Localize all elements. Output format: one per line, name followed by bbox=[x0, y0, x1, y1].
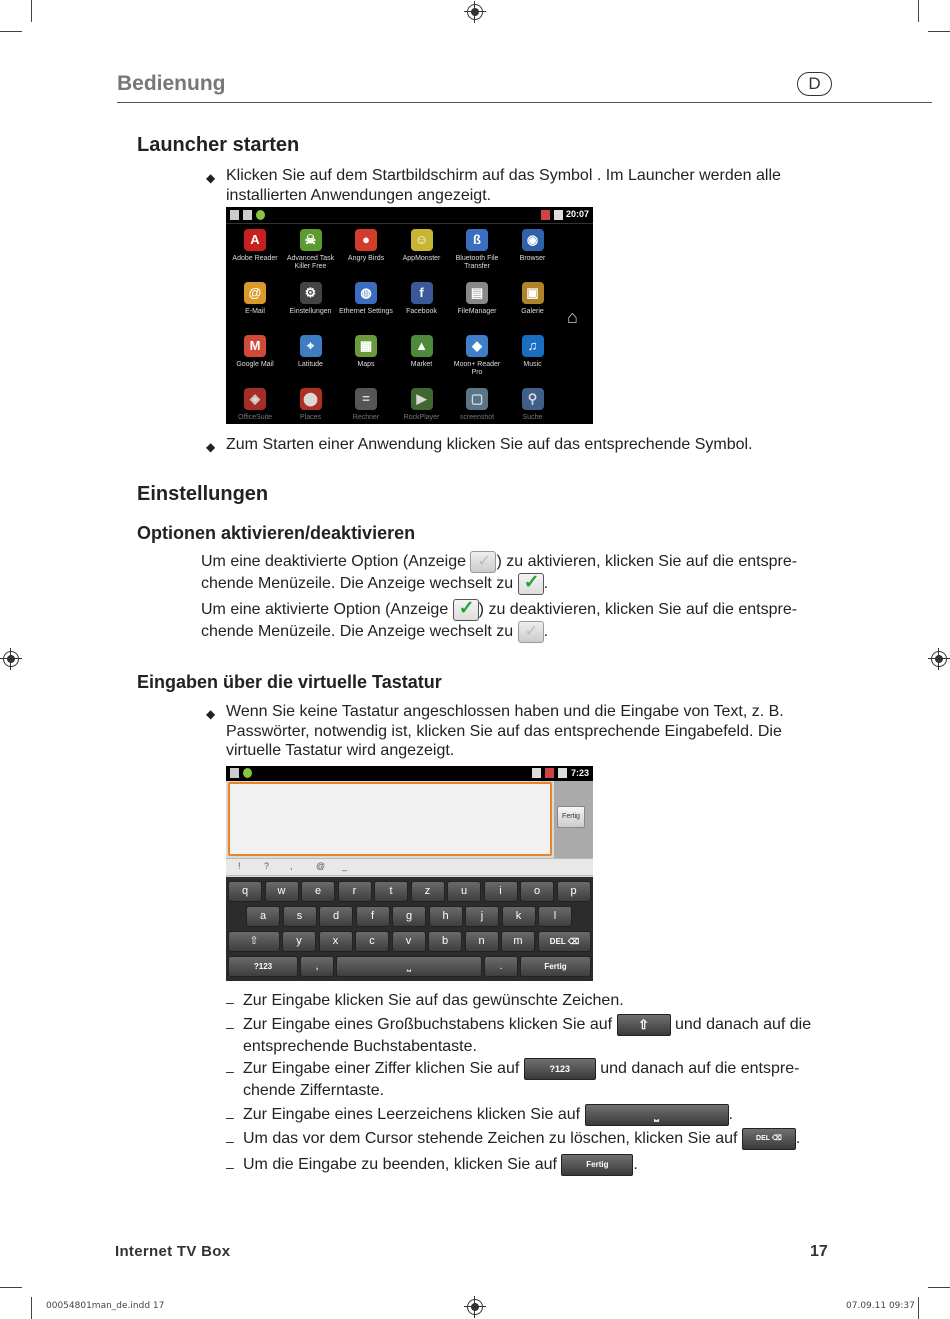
app-filemanager[interactable] bbox=[449, 282, 505, 316]
app-google-mail[interactable] bbox=[227, 335, 283, 369]
app-icon: f bbox=[411, 282, 433, 304]
app-label: Market bbox=[410, 361, 433, 368]
app-icon: M bbox=[244, 335, 266, 357]
options-paragraph-1: Um eine deaktivierte Option (Anzeige ✓) zu aktivieren, klicken Sie auf die entspre- chende Menüzeile. Die Anzeige wechselt zu ✓. bbox=[201, 551, 841, 595]
key-o[interactable]: o bbox=[520, 881, 554, 902]
symbol-key[interactable]: ?123 bbox=[228, 956, 298, 977]
keyboard-subheading: Eingaben über die virtuelle Tastatur bbox=[137, 672, 442, 692]
crop-mark bbox=[928, 31, 950, 32]
suggestion-item[interactable]: @ bbox=[316, 861, 326, 871]
app-moon-reader-pro[interactable] bbox=[449, 335, 505, 377]
app-icon: ◉ bbox=[522, 229, 544, 251]
checkbox-checked-icon bbox=[518, 573, 544, 595]
app-label: AppMonster bbox=[402, 255, 441, 262]
space-key[interactable]: ⎵ bbox=[336, 956, 482, 977]
app-label: Adobe Reader bbox=[232, 255, 278, 262]
status-time: 7:23 bbox=[570, 768, 589, 778]
crop-mark bbox=[0, 1287, 22, 1288]
key-l[interactable]: l bbox=[538, 906, 572, 927]
done-button-small[interactable]: Fertig bbox=[557, 806, 585, 828]
step-1: Zur Eingabe klicken Sie auf das gewünschte Zeichen. bbox=[243, 992, 624, 1009]
period-key[interactable]: . bbox=[484, 956, 518, 977]
app-label: FileManager bbox=[457, 308, 497, 315]
launcher-bullet-1: Klicken Sie auf dem Startbildschirm auf das Symbol . Im Launcher werden alle installierten Anwendungen angezeigt. bbox=[226, 167, 781, 204]
app-icon: ▶ bbox=[411, 388, 433, 410]
crop-mark bbox=[918, 1297, 919, 1319]
dash-marker: – bbox=[226, 1019, 234, 1035]
signal-icon bbox=[558, 768, 567, 778]
keyboard-bullet: Wenn Sie keine Tastatur angeschlossen haben und die Eingabe von Text, z. B. Passwörter, notwendig ist, klicken Sie auf das entsprechende Eingabefeld. Die virtuelle Tastatur wird angezeigt. bbox=[226, 703, 784, 759]
app-icon: ▣ bbox=[522, 282, 544, 304]
key-v[interactable]: v bbox=[392, 931, 426, 952]
app-e-mail[interactable] bbox=[227, 282, 283, 316]
app-bluetooth-file-transfer[interactable] bbox=[449, 229, 505, 271]
dash-marker: – bbox=[226, 1159, 234, 1175]
symbol-key-icon: ?123 bbox=[524, 1058, 596, 1080]
app-adobe-reader[interactable] bbox=[227, 229, 283, 263]
app-label: Latitude bbox=[298, 361, 323, 368]
key-f[interactable]: f bbox=[356, 906, 390, 927]
registration-mark-icon bbox=[3, 651, 19, 667]
home-icon[interactable]: ⌂ bbox=[567, 307, 578, 327]
bluetooth-icon bbox=[532, 768, 541, 778]
notification-icon bbox=[230, 768, 239, 778]
app-ethernet-settings[interactable] bbox=[338, 282, 394, 316]
comma-key[interactable]: , bbox=[300, 956, 334, 977]
app-icon: ☺ bbox=[411, 229, 433, 251]
app-label: Maps bbox=[357, 361, 375, 368]
suggestion-item[interactable]: _ bbox=[342, 861, 348, 871]
status-bar bbox=[226, 207, 593, 224]
app-label: Browser bbox=[519, 255, 546, 262]
bullet-diamond-icon: ◆ bbox=[206, 171, 216, 185]
key-p[interactable]: p bbox=[557, 881, 591, 902]
app-icon: ◆ bbox=[466, 335, 488, 357]
app-icon: ♫ bbox=[522, 335, 544, 357]
app-label: Google Mail bbox=[236, 361, 274, 368]
keyboard-keys bbox=[226, 877, 593, 981]
app-label: Galerie bbox=[521, 308, 544, 315]
bullet-diamond-icon: ◆ bbox=[206, 440, 216, 454]
key-j[interactable]: j bbox=[465, 906, 499, 927]
app-icon: ▦ bbox=[355, 335, 377, 357]
checkbox-checked-icon bbox=[453, 599, 479, 621]
key-z[interactable]: z bbox=[411, 881, 445, 902]
header-divider bbox=[117, 102, 932, 103]
suggestion-bar bbox=[226, 858, 593, 876]
suggestion-item[interactable]: ! bbox=[238, 861, 241, 871]
app-facebook[interactable] bbox=[394, 282, 450, 316]
app-icon: ● bbox=[355, 229, 377, 251]
app-icon: ◍ bbox=[355, 282, 377, 304]
app-places[interactable] bbox=[283, 388, 339, 422]
key-c[interactable]: c bbox=[355, 931, 389, 952]
key-x[interactable]: x bbox=[319, 931, 353, 952]
key-t[interactable]: t bbox=[374, 881, 408, 902]
network-icon bbox=[541, 210, 550, 220]
app-latitude[interactable] bbox=[283, 335, 339, 369]
key-n[interactable]: n bbox=[465, 931, 499, 952]
key-g[interactable]: g bbox=[392, 906, 426, 927]
app-label: OfficeSuite bbox=[237, 414, 273, 421]
android-icon bbox=[256, 210, 265, 220]
network-icon bbox=[545, 768, 554, 778]
app-label: Music bbox=[523, 361, 542, 368]
key-q[interactable]: q bbox=[228, 881, 262, 902]
text-input-field[interactable] bbox=[228, 782, 552, 856]
delete-key-icon: DEL ⌫ bbox=[742, 1128, 796, 1150]
notification-icon bbox=[243, 210, 252, 220]
app-icon: ⚲ bbox=[522, 388, 544, 410]
app-label: Einstellungen bbox=[289, 308, 332, 315]
key-y[interactable]: y bbox=[282, 931, 316, 952]
app-icon: ⬤ bbox=[300, 388, 322, 410]
page-number: 17 bbox=[810, 1243, 828, 1260]
android-icon bbox=[243, 768, 252, 778]
done-key-icon: Fertig bbox=[561, 1154, 633, 1176]
app-label: RockPlayer bbox=[403, 414, 440, 421]
app-icon: A bbox=[244, 229, 266, 251]
launcher-screenshot bbox=[226, 207, 593, 424]
app-label: E-Mail bbox=[245, 308, 265, 315]
dash-marker: – bbox=[226, 994, 234, 1010]
app-label: Facebook bbox=[406, 308, 437, 315]
language-badge: D bbox=[797, 72, 832, 96]
app-label: screenshot bbox=[459, 414, 495, 421]
settings-heading: Einstellungen bbox=[137, 483, 269, 505]
registration-mark-icon bbox=[467, 1299, 483, 1315]
app-icon: @ bbox=[244, 282, 266, 304]
app-einstellungen[interactable] bbox=[283, 282, 339, 316]
crop-mark bbox=[31, 0, 32, 22]
app-label: Advanced Task Killer Free bbox=[286, 255, 335, 270]
step-4: Zur Eingabe eines Leerzeichens klicken Sie auf ⎵ . bbox=[243, 1104, 843, 1126]
delete-key[interactable]: DEL ⌫ bbox=[538, 931, 591, 952]
key-i[interactable]: i bbox=[484, 881, 518, 902]
app-label: Suche bbox=[522, 414, 543, 421]
space-key-icon: ⎵ bbox=[585, 1104, 729, 1126]
checkbox-unchecked-icon bbox=[470, 551, 496, 573]
key-w[interactable]: w bbox=[265, 881, 299, 902]
app-rockplayer[interactable] bbox=[394, 388, 450, 422]
launcher-bullet-2: Zum Starten einer Anwendung klicken Sie auf das entsprechende Symbol. bbox=[226, 436, 753, 453]
app-advanced-task-killer-free[interactable] bbox=[283, 229, 339, 271]
step-6: Um die Eingabe zu beenden, klicken Sie auf Fertig . bbox=[243, 1154, 843, 1176]
slug-filename: 00054801man_de.indd 17 bbox=[46, 1301, 165, 1311]
step-2: Zur Eingabe eines Großbuchstabens klicken Sie auf ⇧ und danach auf die entsprechende Buchstabentaste. bbox=[243, 1014, 843, 1058]
app-icon: = bbox=[355, 388, 377, 410]
usb-icon bbox=[230, 210, 239, 220]
status-bar bbox=[226, 766, 593, 781]
bullet-diamond-icon: ◆ bbox=[206, 707, 216, 721]
dash-marker: – bbox=[226, 1063, 234, 1079]
crop-mark bbox=[31, 1297, 32, 1319]
dash-marker: – bbox=[226, 1133, 234, 1149]
key-d[interactable]: d bbox=[319, 906, 353, 927]
step-5: Um das vor dem Cursor stehende Zeichen zu löschen, klicken Sie auf DEL ⌫ . bbox=[243, 1128, 843, 1150]
registration-mark-icon bbox=[467, 4, 483, 20]
crop-mark bbox=[928, 1287, 950, 1288]
dash-marker: – bbox=[226, 1109, 234, 1125]
app-music[interactable] bbox=[505, 335, 561, 369]
key-h[interactable]: h bbox=[429, 906, 463, 927]
app-icon: ▤ bbox=[466, 282, 488, 304]
app-label: Bluetooth File Transfer bbox=[455, 255, 499, 270]
done-key[interactable]: Fertig bbox=[520, 956, 591, 977]
app-label: Rechner bbox=[352, 414, 380, 421]
suggestion-item[interactable]: ? bbox=[264, 861, 270, 871]
key-u[interactable]: u bbox=[447, 881, 481, 902]
section-header: Bedienung bbox=[117, 72, 226, 95]
key-r[interactable]: r bbox=[338, 881, 372, 902]
app-icon: ß bbox=[466, 229, 488, 251]
key-s[interactable]: s bbox=[283, 906, 317, 927]
suggestion-item[interactable]: , bbox=[290, 861, 293, 871]
status-time: 20:07 bbox=[565, 209, 589, 219]
key-m[interactable]: m bbox=[501, 931, 535, 952]
shift-key-icon: ⇧ bbox=[617, 1014, 671, 1036]
app-rechner[interactable] bbox=[338, 388, 394, 422]
app-officesuite[interactable] bbox=[227, 388, 283, 422]
footer-product: Internet TV Box bbox=[115, 1243, 231, 1260]
slug-date: 07.09.11 09:37 bbox=[846, 1301, 915, 1311]
crop-mark bbox=[0, 31, 22, 32]
app-icon: ▢ bbox=[466, 388, 488, 410]
app-label: Moon+ Reader Pro bbox=[453, 361, 501, 376]
options-paragraph-2: Um eine aktivierte Option (Anzeige ✓) zu deaktivieren, klicken Sie auf die entspre- chende Menüzeile. Die Anzeige wechselt zu ✓. bbox=[201, 599, 841, 643]
app-market[interactable] bbox=[394, 335, 450, 369]
app-icon: ⚙ bbox=[300, 282, 322, 304]
app-galerie[interactable] bbox=[505, 282, 561, 316]
app-suche[interactable] bbox=[505, 388, 561, 422]
app-icon: ⌖ bbox=[300, 335, 322, 357]
key-k[interactable]: k bbox=[502, 906, 536, 927]
app-browser[interactable] bbox=[505, 229, 561, 263]
registration-mark-icon bbox=[931, 651, 947, 667]
keyboard-screenshot bbox=[226, 766, 593, 981]
app-screenshot[interactable] bbox=[449, 388, 505, 422]
shift-key[interactable]: ⇧ bbox=[228, 931, 280, 952]
app-icon: ◈ bbox=[244, 388, 266, 410]
key-a[interactable]: a bbox=[246, 906, 280, 927]
launcher-heading: Launcher starten bbox=[137, 134, 300, 156]
options-subheading: Optionen aktivieren/deaktivieren bbox=[137, 523, 416, 543]
key-b[interactable]: b bbox=[428, 931, 462, 952]
app-appmonster[interactable] bbox=[394, 229, 450, 263]
step-3: Zur Eingabe einer Ziffer klichen Sie auf ?123 und danach auf die entspre- chende Zifferntaste. bbox=[243, 1058, 843, 1102]
app-label: Ethernet Settings bbox=[339, 308, 393, 315]
app-icon: ▲ bbox=[411, 335, 433, 357]
app-angry-birds[interactable] bbox=[338, 229, 394, 263]
app-label: Places bbox=[299, 414, 321, 421]
key-e[interactable]: e bbox=[301, 881, 335, 902]
crop-mark bbox=[918, 0, 919, 22]
checkbox-unchecked-icon bbox=[518, 621, 544, 643]
app-icon: ☠ bbox=[300, 229, 322, 251]
signal-icon bbox=[554, 210, 563, 220]
app-maps[interactable] bbox=[338, 335, 394, 369]
app-label: Angry Birds bbox=[347, 255, 385, 262]
